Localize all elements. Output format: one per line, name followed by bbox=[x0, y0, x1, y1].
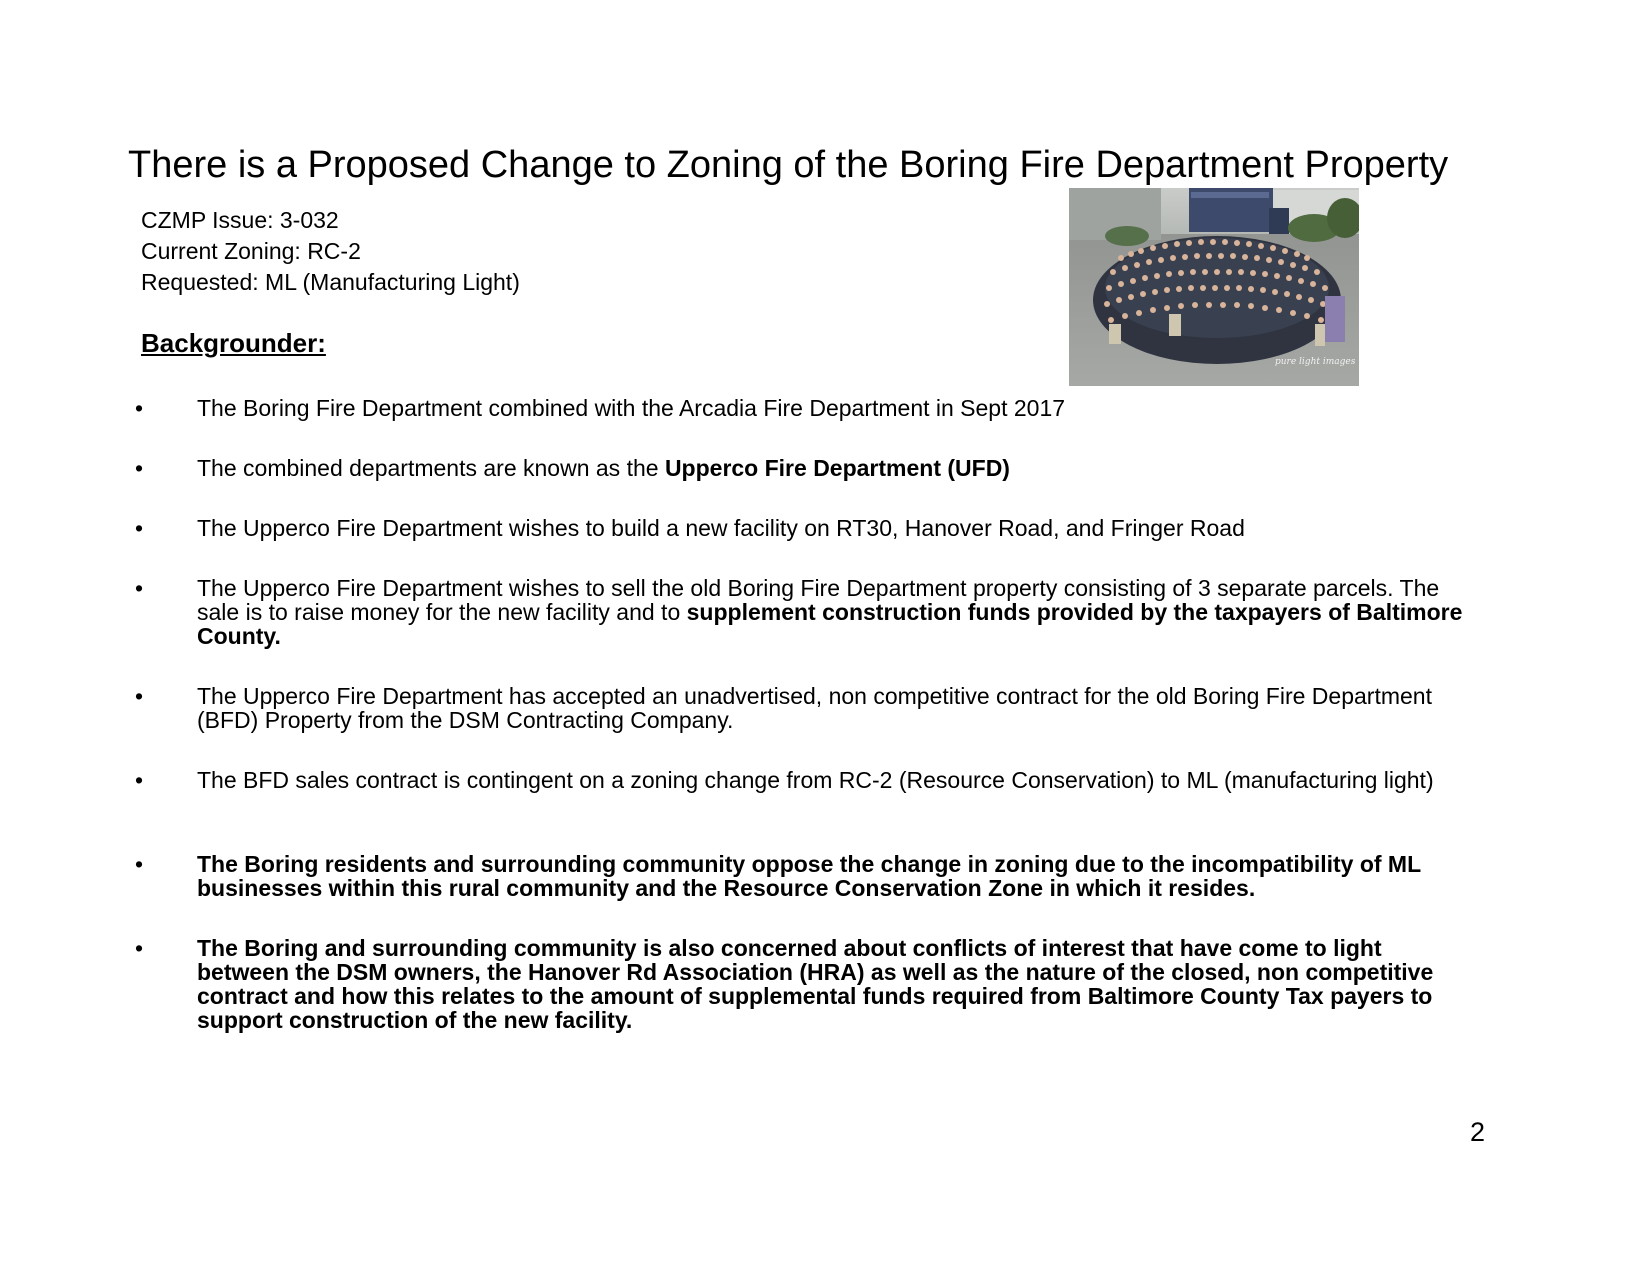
bullet-text-run: The combined departments are known as the bbox=[197, 455, 665, 481]
bullet-text-run: The Upperco Fire Department wishes to sell the old Boring Fire Department property consisting of 3 separate parcels. The sale is to raise money for the new facility and to bbox=[197, 575, 1440, 625]
fire-department-group-photo bbox=[1069, 188, 1359, 386]
bullet-text-run: The BFD sales contract is contingent on a zoning change from RC-2 (Resource Conservation) to ML (manufacturing light) bbox=[197, 767, 1434, 793]
photo-watermark: pure light images bbox=[1275, 357, 1356, 367]
bullet-text-run: The Upperco Fire Department has accepted an unadvertised, non competitive contract for the old Boring Fire Department (BFD) Property from the DSM Contracting Company. bbox=[197, 683, 1432, 733]
bullet-text-bold-run: The Boring and surrounding community is also concerned about conflicts of interest that have come to light between the DSM owners, the Hanover Rd Association (HRA) as well as the nature of the closed, non competitive contract and how this relates to the amount of supplemental funds required from Baltimore County Tax payers to support construction of the new facility. bbox=[197, 935, 1434, 1033]
bullet-symbol: • bbox=[135, 683, 144, 709]
bullet-text-run: The Boring Fire Department combined with the Arcadia Fire Department in Sept 2017 bbox=[197, 395, 1066, 421]
bullet-symbol: • bbox=[135, 767, 144, 793]
bullet-text bbox=[197, 396, 1477, 420]
bullet-text bbox=[197, 516, 1477, 540]
bullet-text bbox=[197, 852, 1477, 900]
requested-zoning: Requested: ML (Manufacturing Light) bbox=[141, 269, 520, 295]
bullet-text bbox=[197, 456, 1477, 480]
bullet-text bbox=[197, 768, 1477, 792]
bullet-symbol: • bbox=[135, 851, 144, 877]
current-zoning: Current Zoning: RC-2 bbox=[141, 238, 361, 264]
bullet-text bbox=[197, 576, 1477, 648]
bullet-symbol: • bbox=[135, 515, 144, 541]
bullet-text-bold-run: The Boring residents and surrounding community oppose the change in zoning due to the incompatibility of ML businesses within this rural community and the Resource Conservation Zone in which it resides. bbox=[197, 851, 1421, 901]
bullet-text-bold-run: Upperco Fire Department (UFD) bbox=[664, 455, 1010, 481]
bullet-text bbox=[197, 684, 1477, 732]
page-number: 2 bbox=[1470, 1117, 1486, 1147]
group-photo-image bbox=[1069, 188, 1359, 386]
bullet-symbol: • bbox=[135, 395, 144, 421]
czmp-issue: CZMP Issue: 3-032 bbox=[141, 207, 339, 233]
backgrounder-heading: Backgrounder: bbox=[141, 328, 326, 358]
bullet-symbol: • bbox=[135, 935, 144, 961]
slide-title: There is a Proposed Change to Zoning of the Boring Fire Department Property bbox=[128, 144, 1449, 186]
bullet-symbol: • bbox=[135, 575, 144, 601]
bullet-text-bold-run: supplement construction funds provided by the taxpayers of Baltimore County. bbox=[197, 599, 1463, 649]
bullet-text bbox=[197, 936, 1477, 1032]
bullet-symbol: • bbox=[135, 455, 144, 481]
bullet-text-run: The Upperco Fire Department wishes to build a new facility on RT30, Hanover Road, and Fringer Road bbox=[197, 515, 1245, 541]
zoning-info bbox=[141, 205, 520, 298]
